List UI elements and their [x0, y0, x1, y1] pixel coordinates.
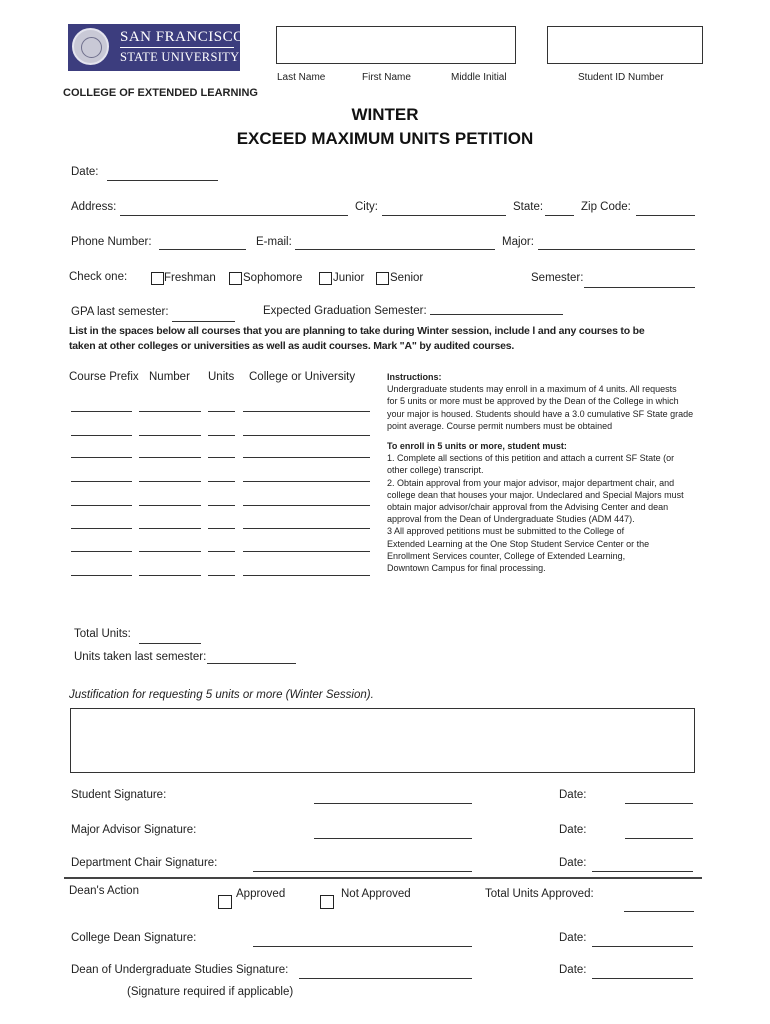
units-last-semester-label: Units taken last semester: — [74, 651, 207, 663]
instructions-heading: Instructions: — [387, 372, 442, 382]
student-date-label: Date: — [559, 789, 587, 801]
phone-field[interactable] — [159, 249, 246, 250]
student-id-label: Student ID Number — [578, 72, 664, 83]
course-college-field[interactable] — [243, 505, 370, 506]
approved-checkbox[interactable] — [218, 895, 232, 909]
university-seal-icon — [72, 28, 109, 65]
enroll-heading: To enroll in 5 units or more, student must: — [387, 441, 567, 452]
student-signature-field[interactable] — [314, 803, 472, 804]
student-signature-label: Student Signature: — [71, 789, 167, 801]
units-last-semester-field[interactable] — [207, 663, 296, 664]
total-units-field[interactable] — [139, 643, 201, 644]
instructions-panel — [387, 371, 693, 574]
freshman-label: Freshman — [164, 272, 216, 284]
date-label: Date: — [71, 166, 99, 178]
advisor-signature-label: Major Advisor Signature: — [71, 824, 197, 836]
chair-date-field[interactable] — [592, 871, 693, 872]
state-field[interactable] — [545, 215, 574, 216]
middle-initial-label: Middle Initial — [451, 72, 507, 83]
course-number-field[interactable] — [139, 411, 201, 412]
address-field[interactable] — [120, 215, 348, 216]
logo-divider — [120, 47, 234, 48]
course-prefix-field[interactable] — [71, 551, 132, 552]
list-instructions-line1: List in the spaces below all courses that you are planning to take during Winter session, include l and any courses to be — [69, 325, 645, 337]
course-prefix-field[interactable] — [71, 481, 132, 482]
not-approved-checkbox[interactable] — [320, 895, 334, 909]
city-field[interactable] — [382, 215, 506, 216]
step-line: Extended Learning at the One Stop Student Service Center or the — [387, 538, 650, 549]
student-date-field[interactable] — [625, 803, 693, 804]
total-units-label: Total Units: — [74, 628, 131, 640]
page-title: EXCEED MAXIMUM UNITS PETITION — [236, 129, 534, 148]
expected-graduation-field[interactable] — [430, 314, 563, 315]
junior-checkbox[interactable] — [319, 272, 332, 285]
city-label: City: — [355, 201, 378, 213]
undergrad-dean-signature-label: Dean of Undergraduate Studies Signature: — [71, 964, 289, 976]
instructions-line: your major is housed. Students should have a 3.0 cumulative SF State grade — [387, 408, 694, 419]
sophomore-label: Sophomore — [243, 272, 303, 284]
justification-label: Justification for requesting 5 units or more (Winter Session). — [69, 689, 374, 701]
college-dean-date-field[interactable] — [592, 946, 693, 947]
undergrad-dean-signature-field[interactable] — [299, 978, 472, 979]
gpa-label: GPA last semester: — [71, 306, 169, 318]
course-units-field[interactable] — [208, 481, 235, 482]
step-line: obtain major advisor/chair approval from the Advising Center and dean — [387, 502, 669, 513]
chair-signature-field[interactable] — [253, 871, 472, 872]
course-prefix-header: Course Prefix — [69, 371, 139, 383]
expected-graduation-label: Expected Graduation Semester: — [263, 305, 427, 317]
course-prefix-field[interactable] — [71, 575, 132, 576]
step-line: 3 All approved petitions must be submitted to the College of — [387, 526, 625, 537]
course-number-field[interactable] — [139, 457, 201, 458]
step-line: Enrollment Services counter, College of Extended Learning, — [387, 550, 626, 561]
advisor-signature-field[interactable] — [314, 838, 472, 839]
instructions-line: Undergraduate students may enroll in a maximum of 4 units. All requests — [387, 384, 677, 395]
total-units-approved-field[interactable] — [624, 911, 694, 912]
sophomore-checkbox[interactable] — [229, 272, 242, 285]
course-college-field[interactable] — [243, 528, 370, 529]
course-college-field[interactable] — [243, 551, 370, 552]
semester-label: Semester: — [531, 272, 584, 284]
last-name-label: Last Name — [277, 72, 326, 83]
course-college-field[interactable] — [243, 435, 370, 436]
course-units-field[interactable] — [208, 528, 235, 529]
junior-label: Junior — [333, 272, 365, 284]
college-dean-date-label: Date: — [559, 932, 587, 944]
course-college-field[interactable] — [243, 575, 370, 576]
number-header: Number — [149, 371, 190, 383]
zip-field[interactable] — [636, 215, 695, 216]
approved-label: Approved — [236, 888, 286, 900]
course-units-field[interactable] — [208, 505, 235, 506]
course-prefix-field[interactable] — [71, 457, 132, 458]
course-units-field[interactable] — [208, 551, 235, 552]
college-header: College or University — [249, 371, 356, 383]
list-instructions-line2: taken at other colleges or universities as well as audit courses. Mark "A" by audited courses. — [69, 340, 515, 352]
deans-action-label: Dean's Action — [69, 885, 139, 897]
not-approved-label: Not Approved — [341, 888, 411, 900]
freshman-checkbox[interactable] — [151, 272, 164, 285]
chair-date-label: Date: — [559, 857, 587, 869]
gpa-field[interactable] — [172, 321, 235, 322]
logo-line1: SAN FRANCISCO — [120, 29, 245, 45]
college-name: COLLEGE OF EXTENDED LEARNING — [63, 87, 258, 99]
student-name-field[interactable] — [276, 26, 516, 64]
logo-line2: STATE UNIVERSITY — [120, 50, 240, 64]
major-field[interactable] — [538, 249, 695, 250]
advisor-date-field[interactable] — [625, 838, 693, 839]
course-prefix-field[interactable] — [71, 505, 132, 506]
dean-section-divider — [64, 877, 702, 879]
course-units-field[interactable] — [208, 435, 235, 436]
college-dean-signature-field[interactable] — [253, 946, 472, 947]
zip-label: Zip Code: — [581, 201, 631, 213]
justification-textarea[interactable] — [70, 708, 695, 773]
student-id-field[interactable] — [547, 26, 703, 64]
course-college-field[interactable] — [243, 411, 370, 412]
sfsu-logo — [68, 24, 245, 71]
date-field[interactable] — [107, 180, 218, 181]
step-line: 1. Complete all sections of this petition and attach a current SF State (or — [387, 453, 675, 464]
instructions-line: point average. Course permit numbers must be obtained — [387, 420, 613, 431]
course-number-field[interactable] — [139, 435, 201, 436]
undergrad-dean-date-label: Date: — [559, 964, 587, 976]
course-number-field[interactable] — [139, 505, 201, 506]
step-line: 2. Obtain approval from your major advisor, major department chair, and — [387, 477, 675, 488]
undergrad-dean-date-field[interactable] — [592, 978, 693, 979]
units-header: Units — [208, 371, 235, 383]
senior-label: Senior — [390, 272, 424, 284]
college-dean-signature-label: College Dean Signature: — [71, 932, 197, 944]
major-label: Major: — [502, 236, 534, 248]
step-line: other college) transcript. — [387, 465, 484, 476]
address-label: Address: — [71, 201, 117, 213]
first-name-label: First Name — [362, 72, 411, 83]
course-number-field[interactable] — [139, 575, 201, 576]
signature-note: (Signature required if applicable) — [127, 986, 294, 998]
course-prefix-field[interactable] — [71, 411, 132, 412]
instructions-line: for 5 units or more must be approved by the Dean of the College in which — [387, 396, 679, 407]
email-label: E-mail: — [256, 236, 292, 248]
advisor-date-label: Date: — [559, 824, 587, 836]
senior-checkbox[interactable] — [376, 272, 389, 285]
course-units-field[interactable] — [208, 411, 235, 412]
title-winter: WINTER — [351, 105, 419, 124]
course-number-field[interactable] — [139, 551, 201, 552]
course-number-field[interactable] — [139, 481, 201, 482]
step-line: approval from the Dean of Undergraduate Studies (ADM 447). — [387, 514, 635, 525]
phone-label: Phone Number: — [71, 236, 152, 248]
course-number-field[interactable] — [139, 528, 201, 529]
email-field[interactable] — [295, 249, 495, 250]
course-prefix-field[interactable] — [71, 435, 132, 436]
semester-field[interactable] — [584, 287, 695, 288]
step-line: college dean that houses your major. Undeclared and Special Majors must — [387, 489, 684, 500]
course-prefix-field[interactable] — [71, 528, 132, 529]
step-line: Downtown Campus for final processing. — [387, 563, 546, 574]
course-college-field[interactable] — [243, 457, 370, 458]
course-units-field[interactable] — [208, 457, 235, 458]
course-units-field[interactable] — [208, 575, 235, 576]
course-college-field[interactable] — [243, 481, 370, 482]
check-one-label: Check one: — [69, 271, 128, 283]
total-units-approved-label: Total Units Approved: — [485, 888, 594, 900]
state-label: State: — [513, 201, 544, 213]
chair-signature-label: Department Chair Signature: — [71, 857, 218, 869]
